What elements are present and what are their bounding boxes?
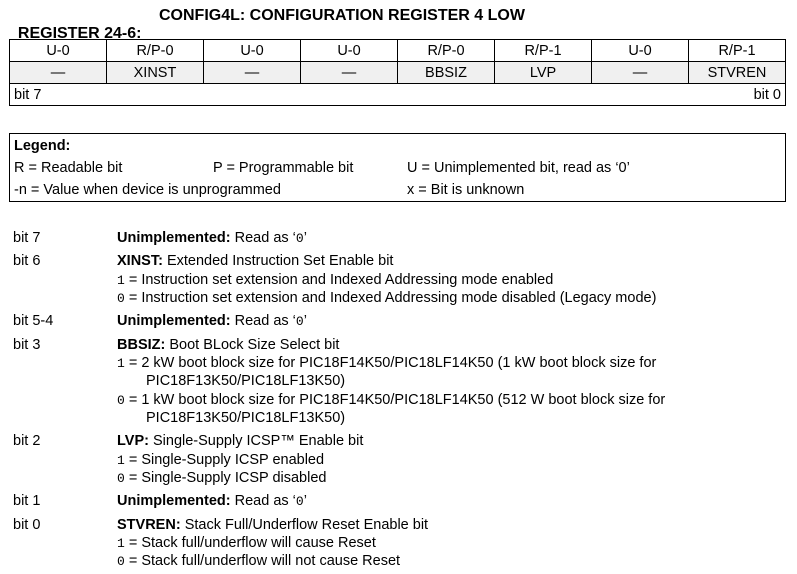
bit-option: [117, 470, 326, 486]
register-bit-table: [9, 39, 786, 106]
legend-unknown: x = Bit is unknown: [407, 182, 525, 198]
bit-name-cell: —: [204, 62, 301, 84]
bit-field-name: Unimplemented:: [117, 230, 231, 246]
bit-option-text: = 2 kW boot block size for PIC18F14K50/PIC18LF14K50 (1 kW boot block size for: [128, 355, 657, 371]
bit-option-text: = Stack full/underflow will not cause Reset: [128, 553, 401, 569]
bit-option-text: = Instruction set extension and Indexed Addressing mode enabled: [128, 272, 554, 288]
quote-end: ’: [303, 230, 307, 246]
bit-order-cell: [10, 84, 786, 106]
access-cell: U-0: [204, 40, 301, 62]
bit-field-name: LVP:: [117, 433, 149, 449]
bit-label: bit 5-4: [13, 313, 54, 329]
bit-field-name: STVREN:: [117, 517, 181, 533]
register-name: CONFIG4L: CONFIGURATION REGISTER 4 LOW: [159, 7, 525, 24]
bit-high-label: bit 7: [14, 86, 42, 103]
bit-value: 0: [117, 471, 125, 486]
bit-value: 0: [117, 291, 125, 306]
legend-unimplemented: U = Unimplemented bit, read as ‘0’: [407, 160, 630, 176]
bit-value: 0: [295, 494, 304, 509]
legend-box: [9, 133, 786, 202]
bit-value: 0: [295, 231, 304, 246]
bit-field-name: BBSIZ:: [117, 337, 166, 353]
bit-description: [117, 517, 428, 533]
quote-end: ’: [303, 493, 307, 509]
bit-label: bit 2: [13, 433, 41, 449]
bit-description: [117, 313, 307, 329]
access-cell: U-0: [301, 40, 398, 62]
bit-label: bit 1: [13, 493, 41, 509]
bit-option: [117, 392, 665, 408]
bit-order-row: [10, 84, 786, 106]
bit-option: [117, 272, 553, 288]
bit-field-text: Read as ‘: [234, 313, 296, 329]
bit-description: [117, 433, 363, 449]
bit-low-label: bit 0: [753, 86, 781, 103]
bit-name-cell: —: [592, 62, 689, 84]
bit-option: [117, 452, 324, 468]
bit-value: 0: [295, 314, 304, 329]
bit-description: [117, 493, 307, 509]
bit-option: [117, 355, 656, 371]
quote-end: ’: [303, 313, 307, 329]
register-id: REGISTER 24-6:: [17, 25, 142, 42]
bit-field-text: Stack Full/Underflow Reset Enable bit: [184, 517, 429, 533]
bit-name-cell: STVREN: [689, 62, 786, 84]
bit-option-continued: PIC18F13K50/PIC18LF13K50): [146, 373, 346, 389]
bit-option-text: = 1 kW boot block size for PIC18F14K50/PIC18LF14K50 (512 W boot block size for: [128, 392, 666, 408]
bit-label: bit 3: [13, 337, 41, 353]
bit-field-text: Extended Instruction Set Enable bit: [166, 253, 394, 269]
bit-value: 1: [117, 453, 125, 468]
bit-label: bit 7: [13, 230, 41, 246]
bit-label: bit 0: [13, 517, 41, 533]
bit-value: 1: [117, 356, 125, 371]
bit-name-row: [10, 62, 786, 84]
bit-option-text: = Single-Supply ICSP enabled: [128, 452, 325, 468]
bit-option-text: = Stack full/underflow will cause Reset: [128, 535, 376, 551]
bit-name-cell: LVP: [495, 62, 592, 84]
bit-description: [117, 230, 307, 246]
bit-name-cell: XINST: [107, 62, 204, 84]
bit-option: [117, 290, 656, 306]
legend-programmable: P = Programmable bit: [213, 160, 354, 176]
access-cell: U-0: [592, 40, 689, 62]
access-cell: R/P-1: [689, 40, 786, 62]
bit-option-text: = Single-Supply ICSP disabled: [128, 470, 327, 486]
bit-label: bit 6: [13, 253, 41, 269]
bit-field-text: Single-Supply ICSP™ Enable bit: [152, 433, 364, 449]
bit-option-continued: PIC18F13K50/PIC18LF13K50): [146, 410, 346, 426]
bit-field-text: Read as ‘: [234, 493, 296, 509]
bit-option-text: = Instruction set extension and Indexed Addressing mode disabled (Legacy mode): [128, 290, 657, 306]
bit-field-text: Read as ‘: [234, 230, 296, 246]
bit-field-name: Unimplemented:: [117, 493, 231, 509]
bit-name-cell: BBSIZ: [398, 62, 495, 84]
bit-description: [117, 337, 339, 353]
access-cell: U-0: [10, 40, 107, 62]
bit-name-cell: —: [10, 62, 107, 84]
legend-readable: R = Readable bit: [14, 160, 123, 176]
bit-value: 0: [117, 393, 125, 408]
bit-name-cell: —: [301, 62, 398, 84]
bit-description: [117, 253, 393, 269]
access-cell: R/P-1: [495, 40, 592, 62]
bit-option: [117, 535, 376, 551]
bit-option: [117, 553, 400, 569]
legend-title: Legend:: [14, 138, 71, 154]
access-cell: R/P-0: [398, 40, 495, 62]
bit-field-name: XINST:: [117, 253, 163, 269]
access-row: [10, 40, 786, 62]
legend-unprogrammed: -n = Value when device is unprogrammed: [14, 182, 281, 198]
bit-field-name: Unimplemented:: [117, 313, 231, 329]
bit-field-text: Boot BLock Size Select bit: [169, 337, 340, 353]
bit-value: 1: [117, 273, 125, 288]
bit-value: 0: [117, 554, 125, 569]
access-cell: R/P-0: [107, 40, 204, 62]
bit-value: 1: [117, 536, 125, 551]
